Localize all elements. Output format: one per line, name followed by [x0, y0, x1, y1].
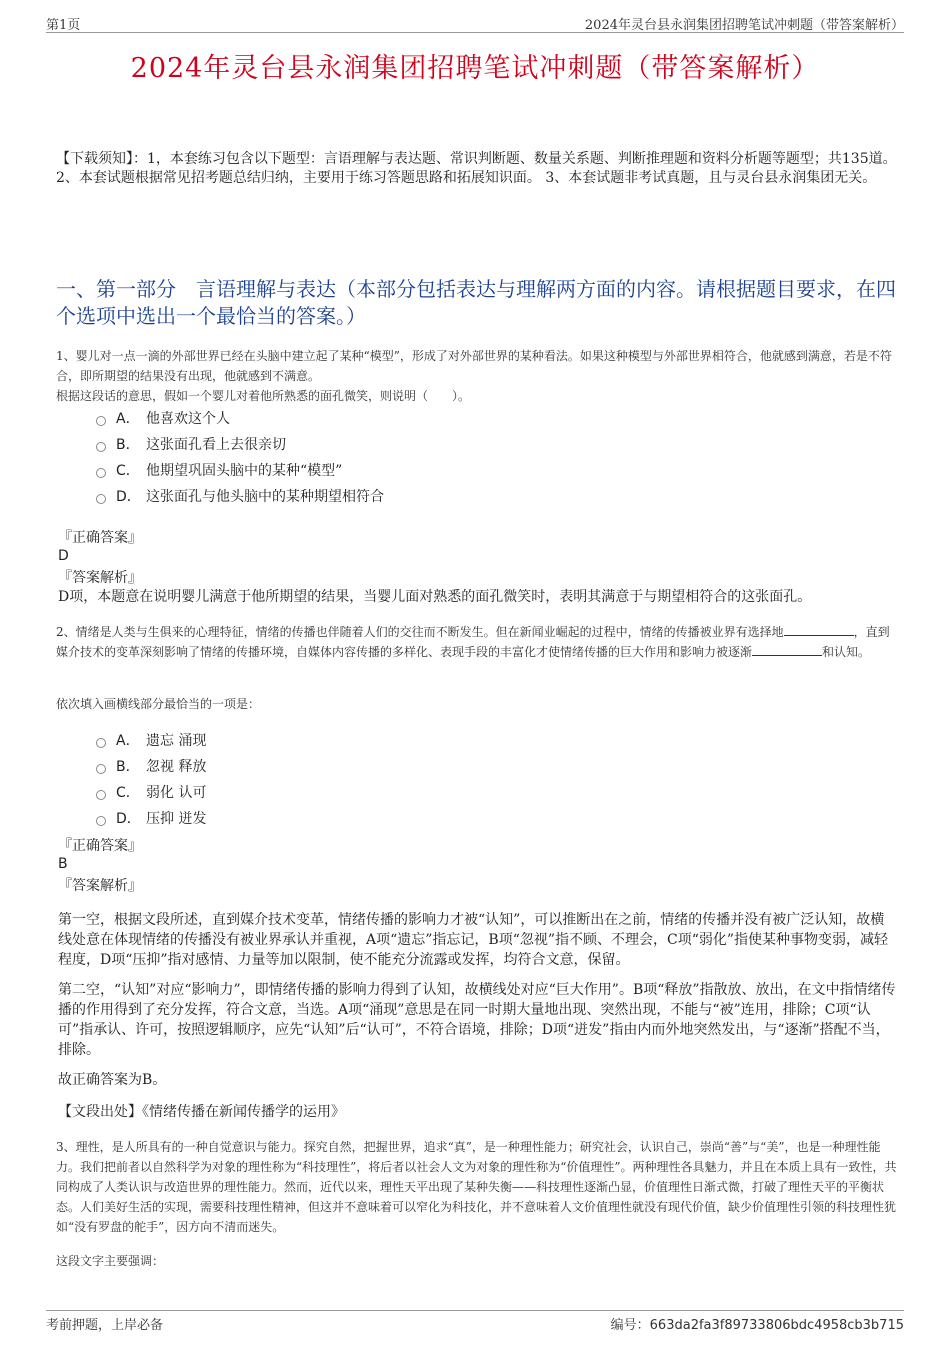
q2-analysis-label: 『答案解析』 [58, 878, 142, 894]
q2-option-b[interactable]: B． 忽视 释放 [96, 757, 206, 777]
section-heading: 一、第一部分 言语理解与表达（本部分包括表达与理解两方面的内容。请根据题目要求，在四个选项中选出一个最恰当的答案。） [56, 277, 896, 328]
radio-icon[interactable] [96, 442, 106, 452]
q2-analysis-conclusion: 故正确答案为B。 [58, 1072, 167, 1088]
fill-blank-2 [752, 643, 822, 656]
q2-source: 【文段出处】《情绪传播在新闻传播学的运用》 [58, 1104, 345, 1120]
q1-analysis: D项，本题意在说明婴儿满意于他所期望的结果，当婴儿面对熟悉的面孔微笑时，表明其满意于与期望相符合的这张面孔。 [58, 589, 812, 605]
document-title: 2024年灵台县永润集团招聘笔试冲刺题（带答案解析） [130, 53, 820, 84]
radio-icon[interactable] [96, 790, 106, 800]
q3-stem: 3、理性，是人所具有的一种自觉意识与能力。探究自然，把握世界，追求“真”，是一种理性能力；研究社会，认识自己，崇尚“善”与“美”，也是一种理性能力。我们把前者以自然科学为对象的理性称为“科技理性”，将后者以社会人文为对象的理性称为“价值理性”。两种理性各具魅力，并且在本质上具有一致性，共同构成了人类认识与改造世界的理性能力。然而，近代以来，理性天平出现了某种失衡——科技理性逐渐凸显，价值理性日渐式微，打破了理性天平的平衡状态。人们美好生活的实现，需要科技理性精神，但这并不意味着可以窄化为科技化，并不意味着人文价值理性就没有现代价值，缺少价值理性引领的科技理性犹如“没有罗盘的舵手”，因方向不清而迷失。 [56, 1140, 897, 1234]
q1-question: 根据这段话的意思，假如一个婴儿对着他所熟悉的面孔微笑，则说明（ ）。 [56, 389, 471, 403]
q2-question: 依次填入画横线部分最恰当的一项是： [56, 697, 261, 711]
q1-option-b[interactable]: B． 这张面孔看上去很亲切 [96, 435, 286, 455]
document-code: 编号：663da2fa3f89733806bdc4958cb3b715 [610, 1318, 904, 1333]
radio-icon[interactable] [96, 738, 106, 748]
q2-option-d[interactable]: D． 压抑 迸发 [96, 809, 206, 829]
q2-option-c[interactable]: C． 弱化 认可 [96, 783, 206, 803]
q1-option-c[interactable]: C． 他期望巩固头脑中的某种“模型” [96, 461, 342, 481]
q2-stem: 2、情绪是人类与生俱来的心理特征，情绪的传播也伴随着人们的交往而不断发生。但在新闻业崛起的过程中，情绪的传播被业界有选择地 ，直到媒介技术的变革深刻影响了情绪的传播环境，自媒体内容传播的多样化、表现手段的丰富化才使情绪传播的巨大作用和影响力被逐渐 和认知。 [56, 625, 890, 659]
q3-question: 这段文字主要强调： [56, 1254, 165, 1268]
radio-icon[interactable] [96, 494, 106, 504]
q2-analysis-paragraph-2: 第二空，“认知”对应“影响力”，即情绪传播的影响力得到了认知，故横线处对应“巨大作用”。B项“释放”指散放、放出，在文中指情绪传播的作用得到了充分发挥，符合文意，当选。A项“涌现”意思是在同一时期大量地出现、突然出现，不能与“被”连用，排除；C项“认可”指承认、许可，按照逻辑顺序，应先“认知”后“认可”，不符合语境，排除；D项“迸发”指由内而外地突然发出，与“逐渐”搭配不当，排除。 [58, 982, 896, 1058]
radio-icon[interactable] [96, 468, 106, 478]
header-divider [46, 32, 904, 33]
q2-answer-label: 『正确答案』 [58, 838, 142, 854]
footer-slogan: 考前押题，上岸必备 [46, 1318, 164, 1333]
q1-answer: D [58, 548, 69, 564]
footer-divider [46, 1310, 904, 1311]
q1-answer-label: 『正确答案』 [58, 530, 142, 546]
q2-option-a[interactable]: A． 遗忘 涌现 [96, 731, 206, 751]
radio-icon[interactable] [96, 416, 106, 426]
radio-icon[interactable] [96, 816, 106, 826]
radio-icon[interactable] [96, 764, 106, 774]
q2-answer: B [58, 856, 68, 872]
q1-option-d[interactable]: D． 这张面孔与他头脑中的某种期望相符合 [96, 487, 384, 507]
download-notice: 【下载须知】：1，本套练习包含以下题型：言语理解与表达题、常识判断题、数量关系题、判断推理题和资料分析题等题型；共135道。 2、本套试题根据常见招考题总结归纳，主要用于练习答题思路和拓展知识面。 3、本套试题非考试真题，且与灵台县永润集团无关。 [56, 151, 897, 186]
q1-analysis-label: 『答案解析』 [58, 570, 142, 586]
running-title: 2024年灵台县永润集团招聘笔试冲刺题（带答案解析） [584, 18, 904, 33]
q1-stem: 1、婴儿对一点一滴的外部世界已经在头脑中建立起了某种“模型”，形成了对外部世界的某种看法。如果这种模型与外部世界相符合，他就感到满意，若是不符合，即所期望的结果没有出现，他就感到不满意。 [56, 349, 892, 383]
fill-blank-1 [784, 623, 854, 636]
q1-option-a[interactable]: A． 他喜欢这个人 [96, 409, 230, 429]
page-number: 第1页 [46, 18, 81, 33]
q2-analysis-paragraph-1: 第一空，根据文段所述，直到媒介技术变革，情绪传播的影响力才被“认知”，可以推断出在之前，情绪的传播并没有被广泛认知，故横线处意在体现情绪的传播没有被业界承认并重视，A项“遗忘”指忘记，B项“忽视”指不顾、不理会，C项“弱化”指使某种事物变弱，减轻程度，D项“压抑”指对感情、力量等加以限制，使不能充分流露或发挥，均符合文意，保留。 [58, 912, 889, 968]
